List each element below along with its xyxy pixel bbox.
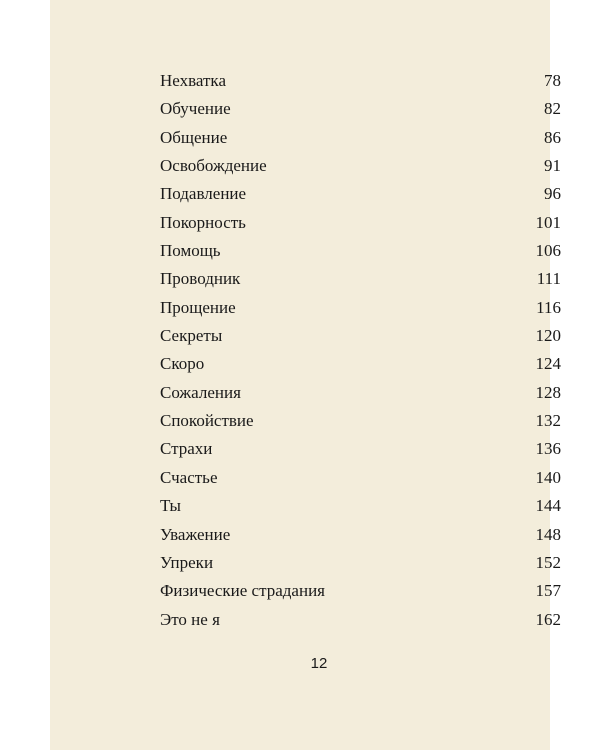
toc-entry [160, 464, 561, 492]
toc-entry-title: Страхи [160, 439, 213, 459]
toc-entry [160, 124, 561, 152]
toc-entry-title: Проводник [160, 269, 241, 289]
toc-entry-page: 148 [535, 524, 561, 544]
toc-entry [160, 95, 561, 123]
book-page [50, 0, 561, 750]
toc-entry-title: Скоро [160, 354, 205, 374]
toc-entry-title: Подавление [160, 184, 247, 204]
toc-entry-page: 132 [535, 411, 561, 431]
toc-entry-title: Общение [160, 127, 228, 147]
toc-entry-page: 101 [535, 212, 561, 232]
toc-entry [160, 379, 561, 407]
toc-entry-page: 144 [535, 496, 561, 516]
toc-entry-title: Сожаления [160, 382, 241, 402]
toc-entry-title: Уважение [160, 524, 231, 544]
toc-entry-page: 106 [535, 241, 561, 261]
toc-entry-title: Обучение [160, 99, 231, 119]
toc-entry-page: 152 [535, 552, 561, 572]
toc-entry-page: 124 [535, 354, 561, 374]
toc-entry-title: Ты [160, 496, 181, 516]
toc-entry-title: Освобождение [160, 156, 267, 176]
toc-entry-page: 96 [544, 184, 561, 204]
toc-entry-page: 140 [535, 467, 561, 487]
toc-entry [160, 350, 561, 378]
toc-entry-page: 128 [535, 382, 561, 402]
toc-entry [160, 237, 561, 265]
toc-entry-page: 136 [535, 439, 561, 459]
toc-entry [160, 322, 561, 350]
toc-entry-title: Помощь [160, 241, 221, 261]
toc-entry [160, 407, 561, 435]
toc-entry-page: 91 [544, 156, 561, 176]
toc-entry [160, 521, 561, 549]
toc-entry-page: 162 [535, 609, 561, 629]
toc-entry-title: Покорность [160, 212, 246, 232]
toc-entry [160, 492, 561, 520]
toc-entry-title: Спокойствие [160, 411, 254, 431]
toc-entry-title: Счастье [160, 467, 218, 487]
toc-entry [160, 180, 561, 208]
toc-entry [160, 294, 561, 322]
toc-entry [160, 265, 561, 293]
toc-entry [160, 209, 561, 237]
toc-entry [160, 435, 561, 463]
page-number: 12 [310, 655, 328, 672]
table-of-contents [160, 67, 561, 634]
toc-entry-title: Физические страдания [160, 581, 325, 601]
toc-entry-page: 82 [544, 99, 561, 119]
toc-entry-title: Упреки [160, 552, 214, 572]
toc-entry-page: 78 [544, 71, 561, 90]
toc-entry [160, 606, 561, 634]
toc-entry [160, 577, 561, 605]
toc-entry-title: Прощение [160, 297, 236, 317]
toc-entry-page: 86 [544, 127, 561, 147]
toc-entry [160, 67, 561, 95]
toc-entry-page: 111 [536, 269, 561, 289]
toc-entry [160, 152, 561, 180]
toc-entry [160, 549, 561, 577]
toc-entry-title: Нехватка [160, 71, 226, 90]
toc-entry-page: 116 [536, 297, 561, 317]
toc-entry-title: Секреты [160, 326, 223, 346]
toc-entry-title: Это не я [160, 609, 220, 629]
toc-entry-page: 157 [535, 581, 561, 601]
toc-entry-page: 120 [535, 326, 561, 346]
